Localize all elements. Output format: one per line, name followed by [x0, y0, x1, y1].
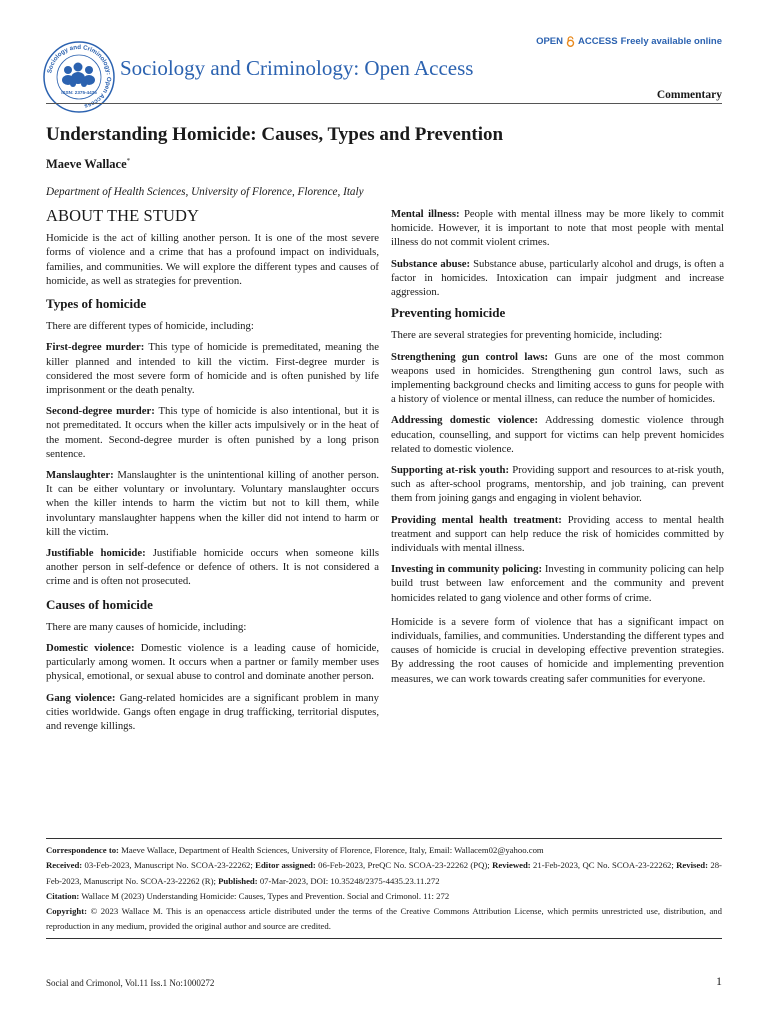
term-second-degree: Second-degree murder: [46, 405, 155, 418]
copyright-text: © 2023 Wallace M. This is an openaccess article distributed under the terms of the Creative Commons Attribution License, which permits unrestricted use, distribution, and reproduction in any medium, provided the original author and source are credited. [46, 906, 722, 932]
causes-intro: There are many causes of homicide, including: [46, 620, 247, 633]
paragraph-mental-illness [391, 207, 724, 250]
citation-text: Wallace M (2023) Understanding Homicide: Causes, Types and Prevention. Social and Crimonol. 11: 272 [79, 890, 450, 901]
header-divider [46, 103, 722, 104]
paragraph-first-degree [46, 340, 379, 397]
footnote-divider-top [46, 838, 722, 839]
author-name [46, 157, 130, 172]
section-heading-causes: Causes of homicide [46, 596, 153, 612]
paragraph-addressing-dv [391, 413, 724, 456]
received-label: Received: [46, 860, 83, 871]
paragraph-manslaughter [46, 468, 379, 539]
text-substance-abuse: Substance abuse, particularly alcohol and drugs, is often a factor in homicides. Intoxication can impair judgment and increase aggression. [391, 257, 724, 299]
text-mental-illness: People with mental illness may be more likely to commit homicide. However, it is important to note that most people with mental illness do not commit violent crimes. [391, 208, 724, 249]
journal-reference: Social and Crimonol, Vol.11 Iss.1 No:1000272 [46, 978, 215, 988]
citation-label: Citation: [46, 890, 80, 901]
paragraph-mental-health [391, 513, 724, 556]
article-type: Commentary [656, 89, 722, 101]
published-text: 07-Mar-2023, DOI: 10.35248/2375-4435.23.11.272 [257, 875, 440, 886]
article-title: Understanding Homicide: Causes, Types and Prevention [46, 124, 504, 145]
copyright-note [46, 904, 722, 935]
open-access-badge [536, 36, 722, 47]
correspondence-label: Correspondence to: [46, 845, 119, 855]
footnotes [46, 843, 722, 935]
reviewed-text: 21-Feb-2023, QC No. SCOA-23-22262; [530, 860, 677, 871]
text-first-degree: This type of homicide is premeditated, meaning the killer planned and intended to kill the victim. First-degree murder is considered the most severe form of homicide and is often punished by life imprisonment or the death penalty. [46, 341, 380, 397]
term-substance-abuse: Substance abuse: [391, 257, 471, 270]
paragraph-gun-control [391, 350, 724, 407]
author-mark: * [126, 157, 131, 165]
editor-text: 06-Feb-2023, PreQC No. SCOA-23-22262 (PQ); [315, 860, 493, 871]
correspondence-text: Maeve Wallace, Department of Health Sciences, University of Florence, Florence, Italy, Email: Wallacem02@yahoo.com [118, 845, 544, 855]
logo-issn: ISSN: 2375-4435 [61, 90, 97, 95]
term-first-degree: First-degree murder: [46, 341, 145, 354]
text-justifiable: Justifiable homicide occurs when someone kills another person in self-defence or defence of others. It is not considered a crime and is often not prosecuted. [46, 547, 379, 588]
section-heading-prevention: Preventing homicide [391, 305, 506, 321]
text-manslaughter: Manslaughter is the unintentional killing of another person. It can be either voluntary or involuntary. Voluntary manslaughter occurs when the killer intends to harm the victim but not to kill them, while involuntary manslaughter happens when the killer did not intend to harm or kill the victim. [46, 469, 379, 538]
term-manslaughter: Manslaughter: [46, 469, 114, 482]
journal-title: Sociology and Criminology: Open Access [120, 56, 474, 80]
citation-note [46, 889, 722, 904]
text-second-degree: This type of homicide is also intentional, but it is not premeditated. It occurs when the killer acts impulsively or in the heat of the moment. Second-degree murder is often punished by a long prison sentence. [46, 405, 379, 460]
text-domestic-violence: Domestic violence is a leading cause of homicide, particularly among women. It occurs when a partner or family member uses physical, emotional, or sexual abuse to control and dominate another person. [46, 642, 379, 683]
open-access-word-access: ACCESS [578, 36, 618, 47]
text-addressing-dv: Addressing domestic violence through education, counselling, and support for victims can help prevent homicides related to domestic violence. [391, 414, 724, 455]
author-name-text: Maeve Wallace [46, 157, 127, 172]
revised-text: 28-Feb-2023, Manuscript No. SCOA-23-22262 (R); [46, 860, 722, 886]
received-text: 03-Feb-2023, Manuscript No. SCOA-23-22262; [82, 860, 256, 871]
paragraph-justifiable [46, 546, 379, 589]
left-column [46, 207, 379, 740]
term-gang-violence: Gang violence: [46, 691, 116, 704]
term-gun-control: Strengthening gun control laws: [391, 350, 549, 363]
term-domestic-violence: Domestic violence: [46, 642, 135, 655]
open-lock-icon [566, 36, 575, 47]
correspondence-note [46, 843, 722, 858]
reviewed-label: Reviewed: [492, 860, 531, 871]
term-justifiable: Justifiable homicide: [46, 547, 146, 560]
paragraph-second-degree [46, 404, 379, 461]
editor-label: Editor assigned: [255, 860, 316, 871]
term-at-risk-youth: Supporting at-risk youth: [391, 464, 510, 477]
text-mental-health: Providing access to mental health treatment and support can help reduce the risk of homicides committed by individuals with mental illness. [391, 513, 724, 555]
footnote-divider-bottom [46, 938, 722, 939]
types-intro: There are different types of homicide, including: [46, 320, 254, 333]
paragraph-gang-violence [46, 691, 379, 734]
text-gun-control: Guns are one of the most common weapons used in homicides. Strengthening gun control laws, such as implementing background checks and limiting access to guns for people with a history of violence or mental illness, can reduce the number of homicides. [391, 350, 724, 406]
term-mental-health: Providing mental health treatment: [391, 513, 562, 526]
author-affiliation: Department of Health Sciences, University of Florence, Florence, Italy [46, 186, 364, 198]
section-heading-about: ABOUT THE STUDY [46, 206, 200, 225]
open-access-word-open: OPEN [536, 36, 564, 47]
page-number: 1 [716, 974, 722, 988]
logo-ring-text: Sociology and Criminology: Open Access [46, 43, 113, 110]
section-heading-types: Types of homicide [46, 296, 147, 312]
intro-paragraph: Homicide is the act of killing another person. It is one of the most severe forms of violence and a crime that has a profound impact on individuals, families, and communities. We will explore the different types and causes of homicide, as well as strategies for prevention. [46, 232, 379, 287]
open-access-tagline: Freely available online [620, 36, 722, 47]
revised-label: Revised: [676, 860, 709, 871]
term-addressing-dv: Addressing domestic violence: [391, 414, 539, 427]
right-column [391, 207, 724, 693]
text-community-policing: Investing in community policing can help build trust between law enforcement and the community and prevent homicides related to gang violence and other forms of crime. [391, 563, 724, 604]
paragraph-domestic-violence [46, 641, 379, 684]
paragraph-community-policing [391, 562, 724, 605]
conclusion-paragraph: Homicide is a severe form of violence that has a significant impact on individuals, families, and communities. Understanding the different types and causes of homicide is crucial in developing effective prevention strategies. By addressing the root causes of homicide and implementing prevention measures, we can work towards creating safer communities for everyone. [391, 615, 724, 685]
term-mental-illness: Mental illness: [391, 208, 460, 220]
copyright-label: Copyright: [46, 906, 88, 917]
paragraph-substance-abuse [391, 257, 724, 300]
prevention-intro: There are several strategies for preventing homicide, including: [391, 329, 663, 342]
paragraph-at-risk-youth [391, 463, 724, 506]
text-at-risk-youth: Providing support and resources to at-risk youth, such as after-school programs, mentorship, and job training, can prevent them from joining gangs and engaging in violent behavior. [391, 464, 724, 505]
history-note [46, 858, 722, 889]
term-community-policing: Investing in community policing: [391, 563, 542, 576]
published-label: Published: [218, 875, 258, 886]
text-gang-violence: Gang-related homicides are a significant problem in many cities worldwide. Gangs often engage in drug trafficking, territorial disputes, and revenge killings. [46, 691, 379, 733]
